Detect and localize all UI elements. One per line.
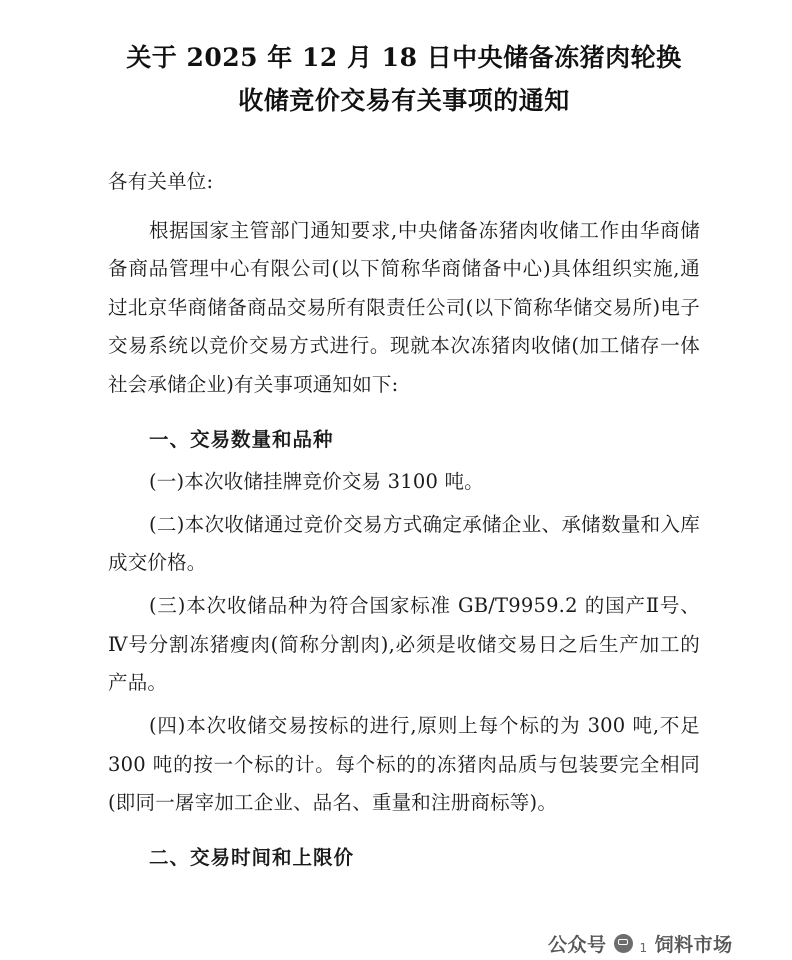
intro-paragraph: 根据国家主管部门通知要求,中央储备冻猪肉收储工作由华商储备商品管理中心有限公司(以下简称华商储备中心)具体组织实施,通过北京华商储备商品交易所有限责任公司(以下简称华储交易所)电子交易系统以竞价交易方式进行。现就本次冻猪肉收储(加工储存一体社会承储企业)有关事项通知如下: bbox=[108, 218, 700, 397]
section-heading-2: 二、交易时间和上限价 bbox=[148, 845, 354, 869]
document-body bbox=[108, 163, 700, 877]
section-1-item-1: (一)本次收储挂牌竞价交易 3100 吨。 bbox=[148, 470, 484, 494]
watermark-sub: 1 bbox=[639, 941, 648, 955]
section-1-item-3: (三)本次收储品种为符合国家标准 GB/T9959.2 的国产Ⅱ号、Ⅳ号分割冻猪瘦肉(简称分割肉),必须是收储交易日之后生产加工的产品。 bbox=[108, 594, 700, 695]
watermark-label: 公众号 bbox=[548, 934, 607, 956]
title-line-1: 关于 2025 年 12 月 18 日中央储备冻猪肉轮换 bbox=[126, 43, 682, 72]
page-title bbox=[108, 38, 700, 121]
section-1-item-2: (二)本次收储通过竞价交易方式确定承储企业、承储数量和入库成交价格。 bbox=[108, 512, 701, 575]
watermark-name: 饲料市场 bbox=[654, 934, 733, 956]
title-line-2: 收储竞价交易有关事项的通知 bbox=[238, 85, 570, 115]
watermark bbox=[548, 930, 733, 957]
salutation: 各有关单位: bbox=[108, 170, 214, 193]
wechat-icon bbox=[614, 934, 633, 953]
section-heading-1: 一、交易数量和品种 bbox=[148, 427, 334, 451]
section-1-item-4: (四)本次收储交易按标的进行,原则上每个标的为 300 吨,不足 300 吨的按一个标的计。每个标的的冻猪肉品质与包装要完全相同(即同一屠宰加工企业、品名、重量和注册商标等)。 bbox=[108, 713, 700, 815]
